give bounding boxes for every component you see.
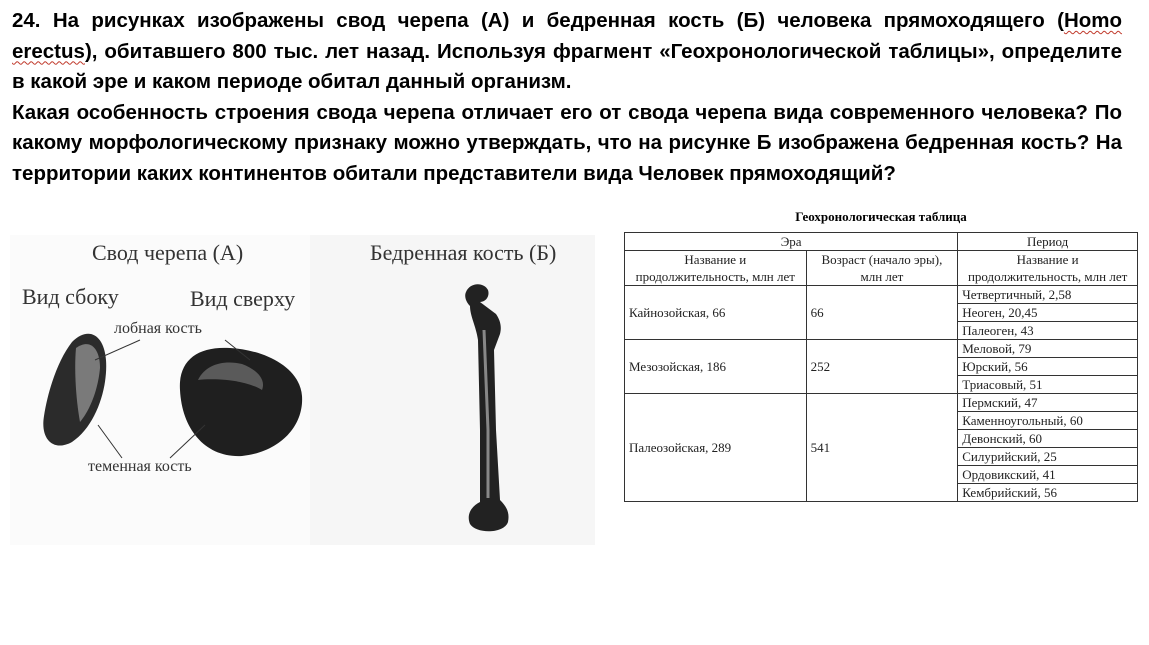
period-cell: Юрский, 56 — [958, 358, 1138, 376]
period-cell: Каменноугольный, 60 — [958, 412, 1138, 430]
era-name-cell: Мезозойская, 186 — [625, 340, 807, 394]
era-header: Эра — [625, 233, 958, 251]
era-age-cell: 252 — [806, 340, 958, 394]
period-cell: Силурийский, 25 — [958, 448, 1138, 466]
period-header: Период — [958, 233, 1138, 251]
question-paragraph-2: Какая особенность строения свода черепа отличает его от свода черепа вида современного человека? По какому морфологическому признаку можно утверждать, что на рисунке Б изображена бедренная кость? На территории каких континентов обитали представители вида Человек прямоходящий? — [12, 100, 1122, 185]
period-cell: Кембрийский, 56 — [958, 484, 1138, 502]
period-cell: Четвертичный, 2,58 — [958, 286, 1138, 304]
femur-caption: Бедренная кость (Б) — [370, 240, 557, 265]
latin-species-name: Homo erectus — [12, 9, 1123, 63]
era-age-cell: 541 — [806, 394, 958, 502]
bones-illustration — [10, 230, 610, 550]
table-title: Геохронологическая таблица — [795, 209, 967, 224]
period-cell: Ордовикский, 41 — [958, 466, 1138, 484]
skull-femur-figure — [10, 230, 610, 550]
table-row — [625, 394, 1138, 412]
table-subheader-row — [625, 251, 1138, 286]
era-name-cell: Палеозойская, 289 — [625, 394, 807, 502]
period-cell: Пермский, 47 — [958, 394, 1138, 412]
question-text-part-1: На рисунках изображены свод черепа (А) и бедренная кость (Б) человека прямоходящего ( — [52, 9, 1064, 32]
era-age-cell: 66 — [806, 286, 958, 340]
period-cell: Неоген, 20,45 — [958, 304, 1138, 322]
period-cell: Палеоген, 43 — [958, 322, 1138, 340]
table-header-row — [625, 233, 1138, 251]
era-name-cell: Кайнозойская, 66 — [625, 286, 807, 340]
table-row — [625, 286, 1138, 304]
period-name-subheader: Название и продолжительность, млн лет — [958, 251, 1138, 286]
side-view-label: Вид сбоку — [22, 284, 119, 309]
era-name-subheader: Название и продолжительность, млн лет — [625, 251, 807, 286]
parietal-bone-label: теменная кость — [88, 458, 192, 475]
femur-panel-bg — [310, 235, 595, 545]
period-cell: Триасовый, 51 — [958, 376, 1138, 394]
question-paragraph-1 — [12, 6, 1122, 98]
skull-caption: Свод черепа (А) — [92, 240, 244, 265]
question-text — [12, 6, 1122, 189]
period-cell: Меловой, 79 — [958, 340, 1138, 358]
era-age-subheader: Возраст (начало эры), млн лет — [806, 251, 958, 286]
top-view-label: Вид сверху — [190, 286, 296, 311]
table-row — [625, 340, 1138, 358]
question-number: 24. — [12, 9, 41, 32]
question-text-part-2: ), обитавшего 800 тыс. лет назад. Используя фрагмент «Геохронологической таблицы», определите в какой эре и каком периоде обитал данный организм. — [12, 39, 1122, 93]
period-cell: Девонский, 60 — [958, 430, 1138, 448]
frontal-bone-label: лобная кость — [114, 320, 202, 337]
geochronological-table — [624, 232, 1138, 502]
